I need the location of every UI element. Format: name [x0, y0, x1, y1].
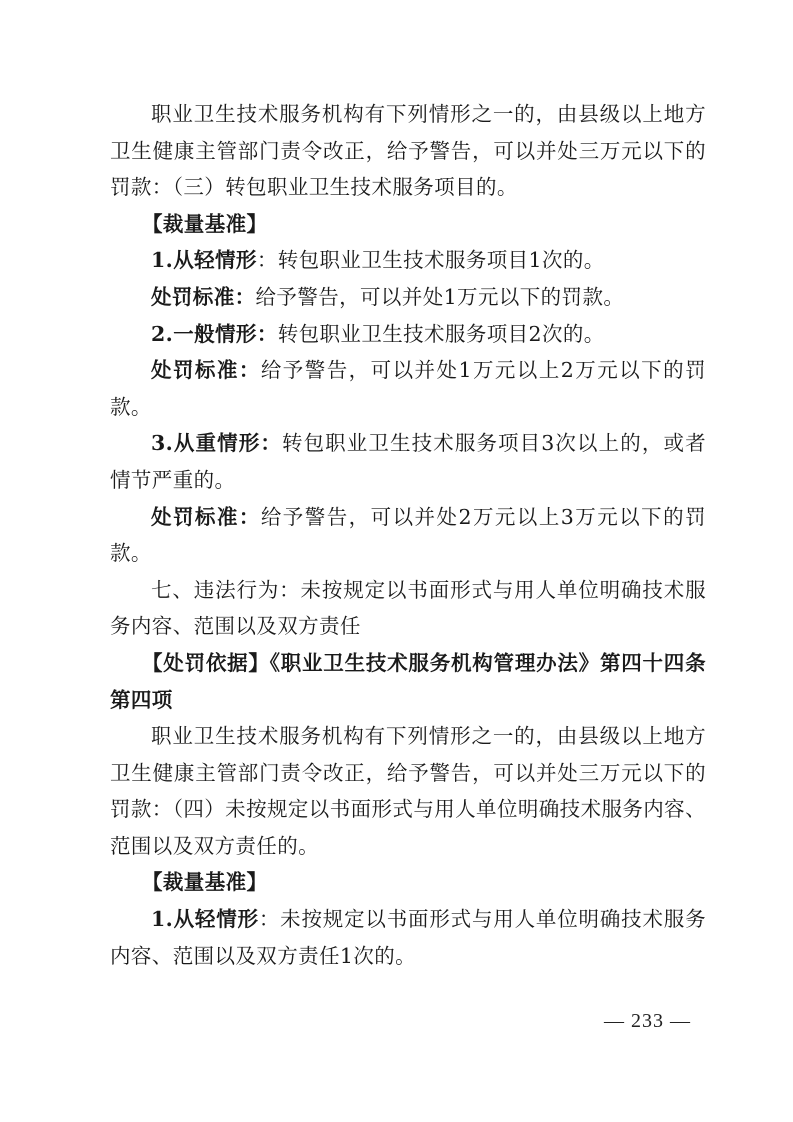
label-separator: ：: [238, 358, 261, 383]
label-separator: ：: [234, 284, 256, 309]
heading-penalty-basis: 【处罚依据】《职业卫生技术服务机构管理办法》第四十四条第四项: [110, 650, 706, 712]
label-general-case: 2.一般情形: [151, 321, 257, 346]
paragraph-light-case: [110, 242, 706, 279]
label-light-case: 1.从轻情形: [151, 907, 259, 932]
label-penalty-standard: 处罚标准: [151, 284, 235, 309]
paragraph-penalty-standard: [110, 352, 706, 425]
label-separator: ：: [258, 907, 281, 932]
label-separator: ：: [256, 248, 278, 273]
text-light-case: 未按规定以书面形式与用人单位明确技术服务内容、范围以及双方责任1次的。: [110, 907, 706, 968]
paragraph-rule-text: 职业卫生技术服务机构有下列情形之一的，由县级以上地方卫生健康主管部门责令改正，给予警告，可以并处三万元以下的罚款：（四）未按规定以书面形式与用人单位明确技术服务内容、范围以及双方责任的。: [110, 724, 706, 858]
text-penalty-standard: 给予警告，可以并处1万元以下的罚款。: [255, 284, 625, 309]
page-number: — 233 —: [604, 1010, 691, 1032]
text-general-case: 转包职业卫生技术服务项目2次的。: [277, 321, 605, 346]
paragraph-severe-case: [110, 425, 706, 498]
heading-discretion-standard: 【裁量基准】: [142, 211, 268, 236]
paragraph-penalty-standard: [110, 499, 706, 572]
heading-discretion-standard: 【裁量基准】: [142, 870, 268, 895]
label-separator: ：: [260, 431, 282, 456]
text-penalty-standard: 给予警告，可以并处1万元以上2万元以下的罚款。: [110, 358, 706, 419]
label-penalty-standard: 处罚标准: [151, 358, 239, 383]
document-body: [110, 96, 706, 974]
paragraph-general-case: [110, 316, 706, 353]
label-severe-case: 3.从重情形: [151, 431, 261, 456]
label-separator: ：: [238, 504, 261, 529]
paragraph-rule-text: 职业卫生技术服务机构有下列情形之一的，由县级以上地方卫生健康主管部门责令改正，给予警告，可以并处三万元以下的罚款：（三）转包职业卫生技术服务项目的。: [110, 102, 706, 200]
text-penalty-standard: 给予警告，可以并处2万元以上3万元以下的罚款。: [110, 504, 706, 566]
paragraph-light-case: [110, 901, 706, 974]
paragraph-penalty-standard: [110, 279, 706, 316]
paragraph-violation-title: 七、违法行为：未按规定以书面形式与用人单位明确技术服务内容、范围以及双方责任: [110, 577, 706, 639]
text-light-case: 转包职业卫生技术服务项目1次的。: [277, 248, 605, 273]
label-penalty-standard: 处罚标准: [151, 504, 239, 529]
label-separator: ：: [256, 321, 278, 346]
text-severe-case: 转包职业卫生技术服务项目3次以上的，或者情节严重的。: [110, 431, 706, 492]
label-light-case: 1.从轻情形: [151, 248, 257, 273]
